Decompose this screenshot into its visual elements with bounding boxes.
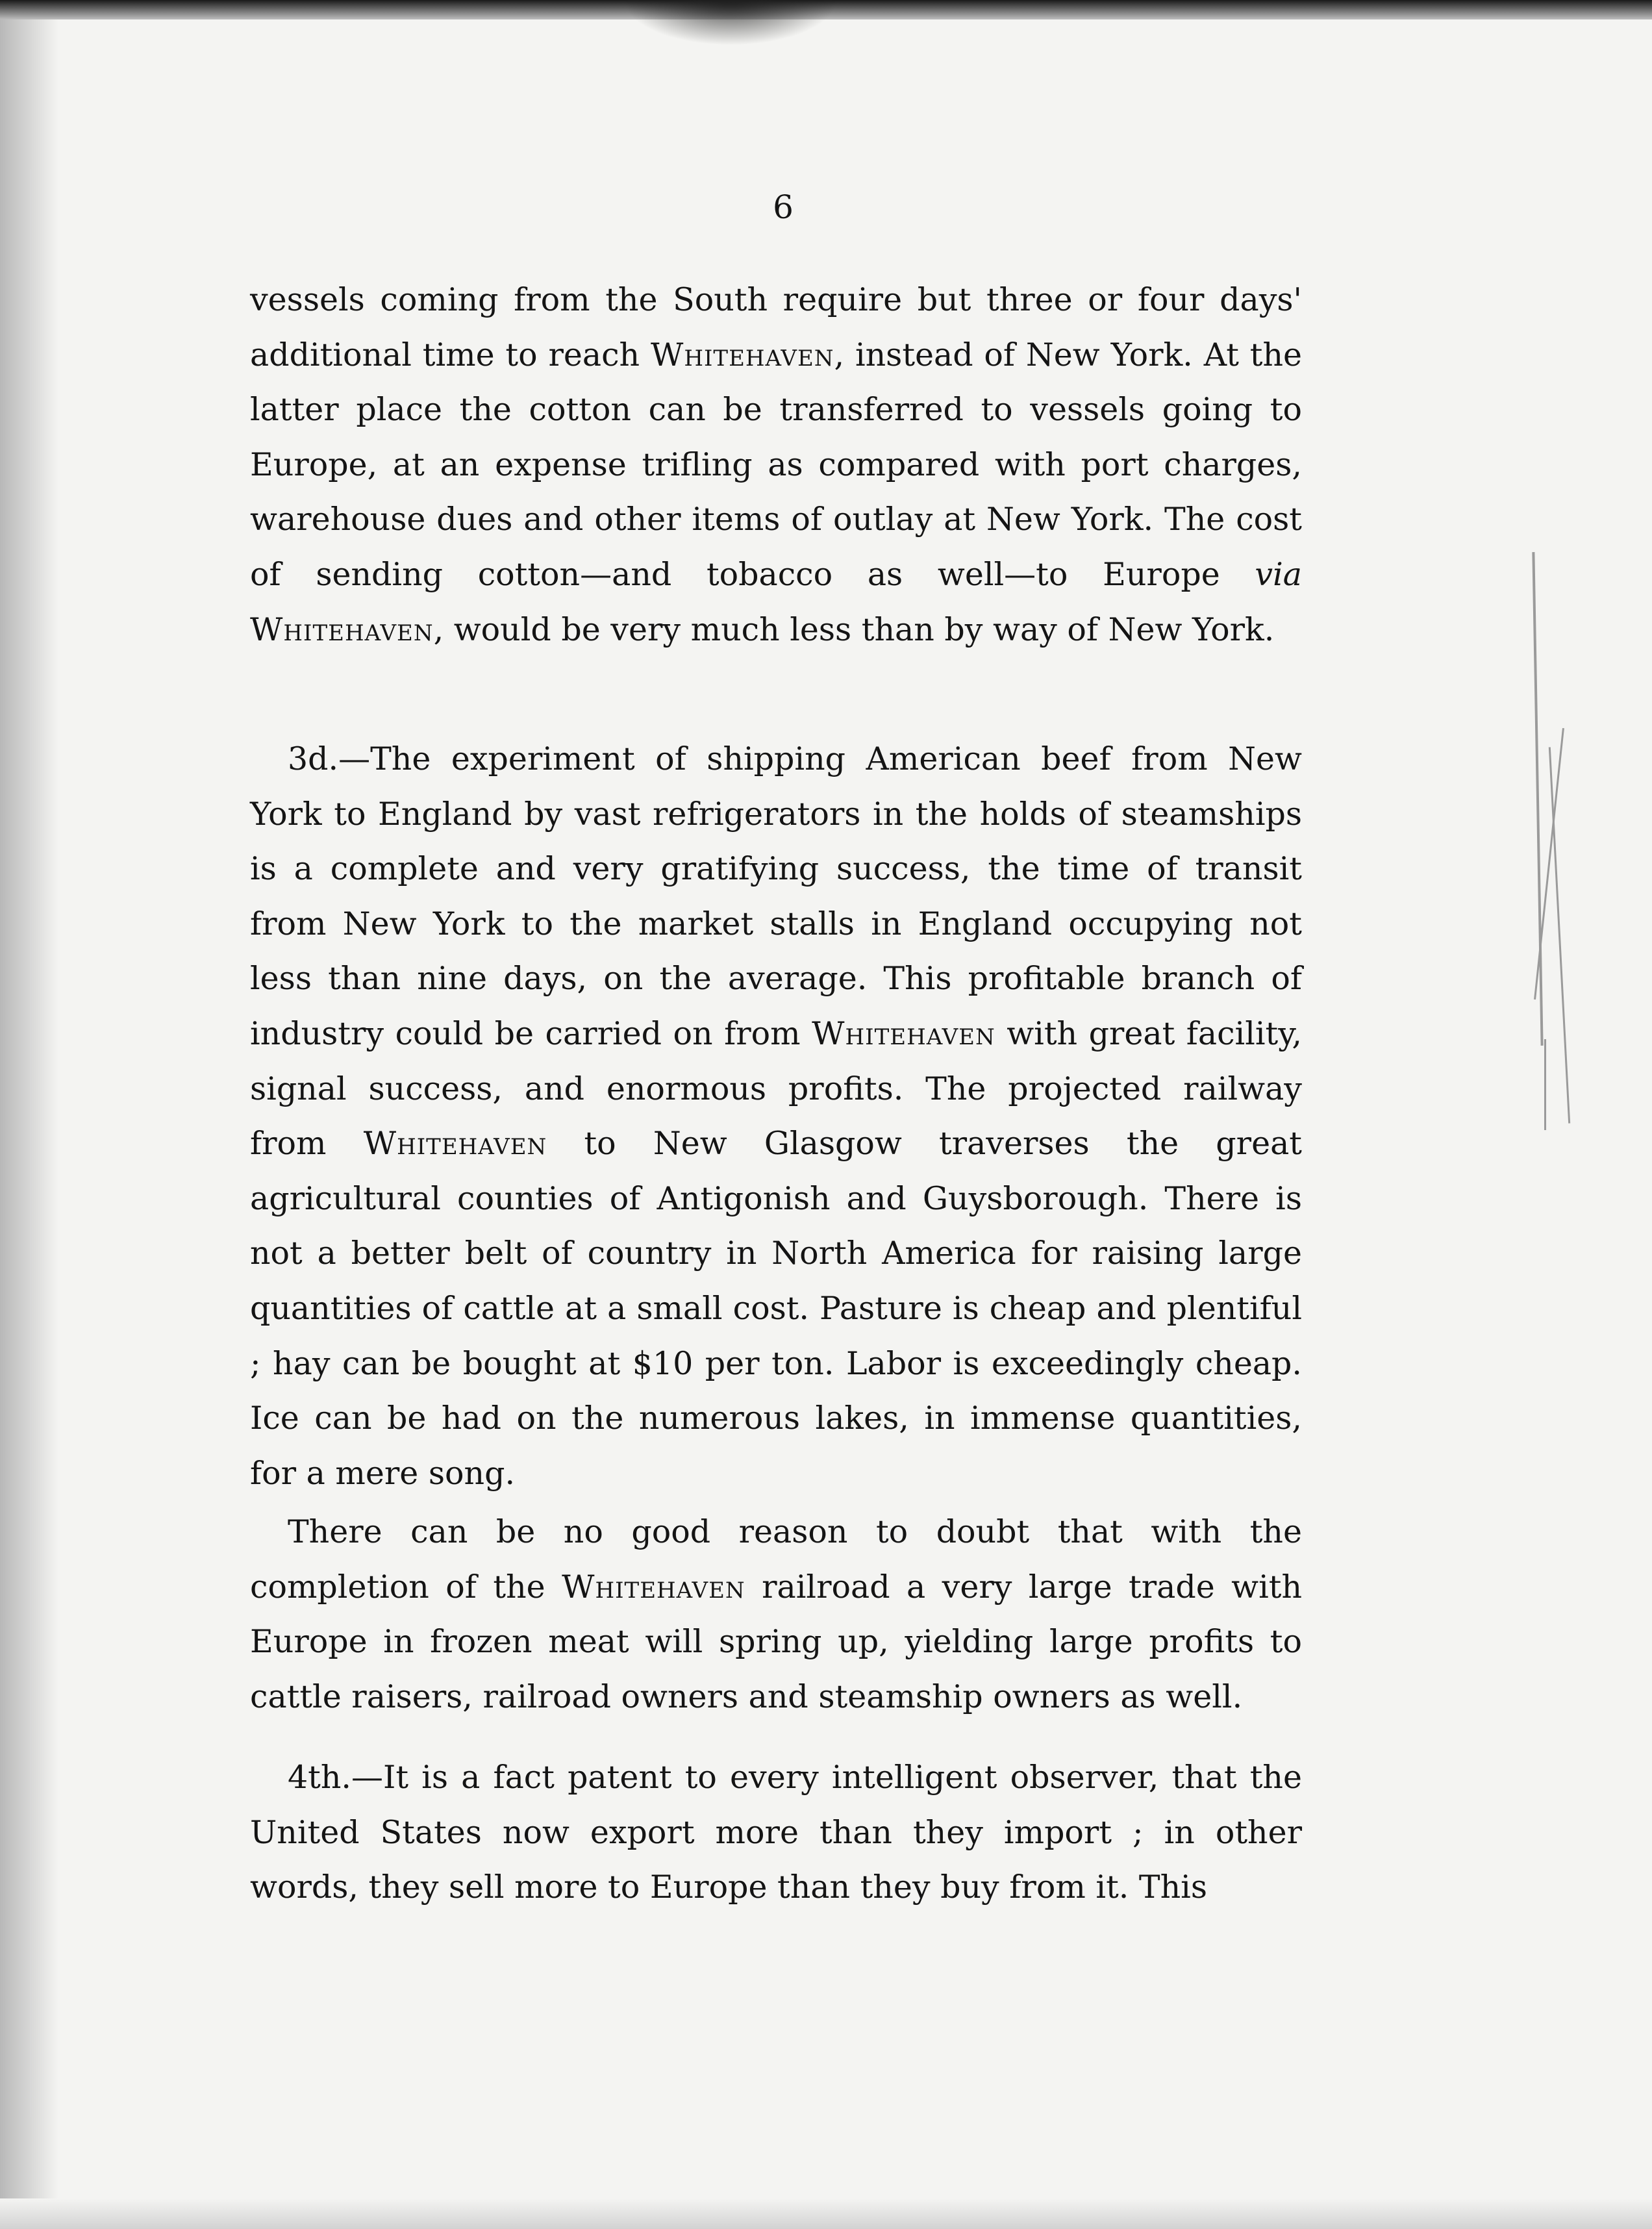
pencil-margin-mark xyxy=(1544,1039,1546,1130)
paragraph-frozen-meat xyxy=(250,1505,1302,1724)
pencil-margin-mark xyxy=(1549,747,1570,1123)
paragraph-continuation xyxy=(250,273,1302,657)
place-name: Whitehaven xyxy=(363,1125,547,1163)
text-run: 4th.—It is a fact patent to every intelligent observer, that the United States now export more than they import ; in other words, they sell more to Europe than they buy from it. This xyxy=(250,1759,1302,1906)
paragraph-4th xyxy=(250,1750,1302,1915)
place-name: Whitehaven xyxy=(562,1568,745,1606)
text-run: to New Glasgow traverses the great agricultural counties of Antigonish and Guysborough. There is not a better belt of country in North America for raising large quantities of cattle at a small cost. Pasture is cheap and plentiful ; hay can be bought at $10 per ton. Labor is exceedingly cheap. Ice can be had on the numerous lakes, in immense quantities, for a mere song. xyxy=(250,1125,1302,1492)
text-run: , instead of New York. At the latter place the cotton can be transferred to vessels going to Europe, at an expense trifling as compared with port charges, warehouse dues and other items of outlay at New York. The cost of sending cotton—and tobacco as well—to Europe xyxy=(250,336,1302,593)
text-run: There can be no good reason to doubt that with the completion of the xyxy=(250,1513,1302,1606)
scan-gutter-shadow xyxy=(0,0,58,2229)
scan-bottom-border xyxy=(0,2198,1652,2229)
place-name: Whitehaven xyxy=(650,336,834,373)
text-run: with great facility, signal success, and enormous profits. The projected railway from xyxy=(250,1014,1303,1163)
place-name: Whitehaven xyxy=(812,1014,995,1052)
text-run: , would be very much less than by way of New York. xyxy=(433,611,1275,648)
paragraph-text xyxy=(250,1505,1302,1724)
paragraph-3d xyxy=(250,732,1302,1501)
place-name: Whitehaven xyxy=(250,611,434,648)
paragraph-text xyxy=(250,732,1302,1501)
scan-gutter-line xyxy=(30,169,32,2117)
text-run: railroad a very large trade with Europe in frozen meat will spring up, yielding large profits to cattle raisers, railroad owners and steamship owners as well. xyxy=(250,1568,1302,1715)
text-run: 3d.—The experiment of shipping American beef from New York to England by vast refrigerators in the holds of steamships is a complete and very gratifying success, the time of transit from New York to the market stalls in England occupying not less than nine days, on the average. This profitable branch of industry could be carried on from xyxy=(250,740,1302,1052)
scan-top-smudge xyxy=(623,0,838,45)
page-number: 6 xyxy=(773,188,794,226)
paragraph-text xyxy=(250,1750,1302,1915)
italic-word: via xyxy=(1255,555,1302,593)
text-run: vessels coming from the South require but three or four days' additional time to reach xyxy=(250,281,1302,373)
paragraph-text xyxy=(250,273,1302,657)
